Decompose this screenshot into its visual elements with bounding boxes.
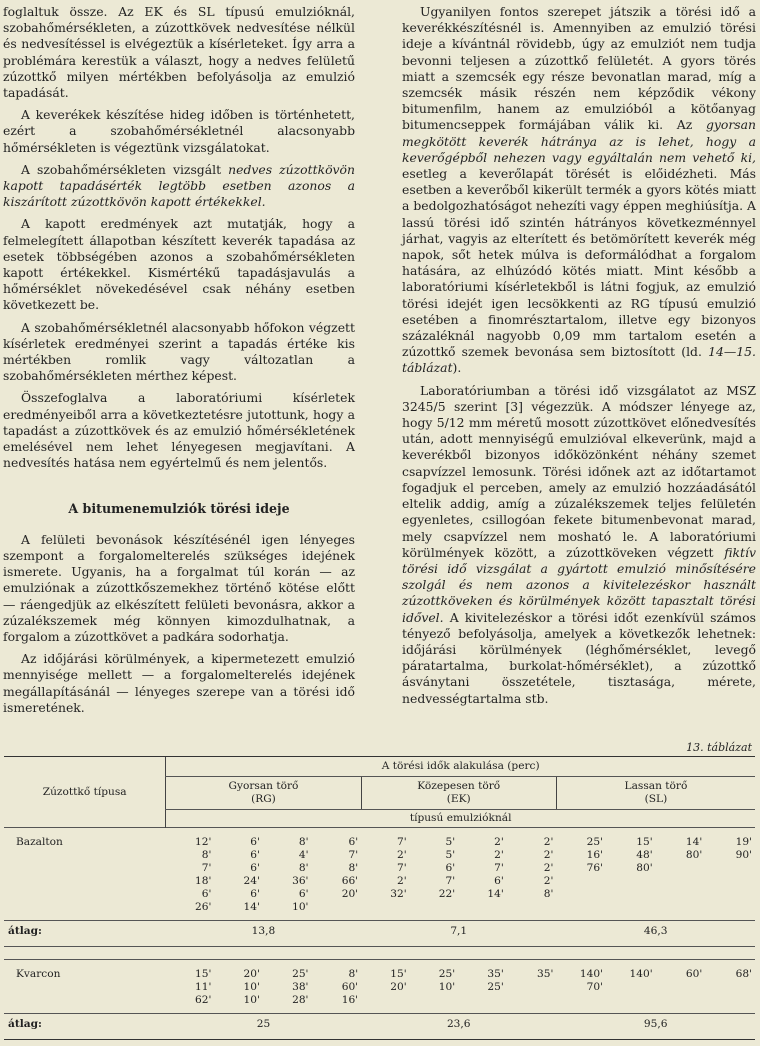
time-value: 6' (298, 888, 309, 900)
left-paragraph-7: A felületi bevonások készítésénél igen lényeges szempont a forgalomelterelés szükséges idejének ismerete. Ugyanis, ha a forgalmat túl korán — az emulziónak a zúzottkőszemekhez történő kötése előtt — ráengedjük az elkészített felületi bevonásra, akkor a zúzalékszemek még könnyen kimozdulhatnak, a forgalom a zúzottkövet a padkára sodorhatja. (3, 531, 355, 644)
time-value: 14' (685, 836, 703, 848)
time-value: 20' (341, 888, 359, 900)
time-value (507, 981, 557, 994)
table-row (4, 875, 755, 888)
time-value: 4' (298, 849, 309, 861)
time-value (556, 994, 606, 1014)
time-value: 32' (390, 888, 407, 900)
table-row (4, 994, 755, 1014)
time-value: 90' (735, 849, 752, 861)
right-paragraph-2-part-a: Laboratóriumban a törési idő vizsgálatot az MSZ 3245/5 szerint [3] végezzük. A módszer lényege az, hogy 5/12 mm méretű mosott zúzottkövet előnedvesítés után, adott mennyiségű emulzióval elkeverünk, majd a keverékből bizonyos időközönként néhány szemet csapvízzel lemosunk. Törési időnek azt az időtartamot fogadjuk el perceben, amely az emulzió hozzáadásától eltelik addig, amíg a zúzalékszemek teljes felületén egyenletes, csillogóan fekete bitumenbevonat marad, mely csapvízzel nem mosható le. A laboratóriumi körülmények között, a zúzottköveken végzett (402, 382, 756, 560)
time-value (606, 981, 656, 994)
right-paragraph-2 (402, 383, 756, 707)
table-row (4, 828, 755, 850)
time-value: 140' (629, 968, 653, 980)
time-value: 7' (397, 862, 407, 874)
time-value: 7' (348, 849, 359, 861)
spacer-row (4, 947, 755, 960)
time-value: 22' (438, 888, 456, 900)
time-value (410, 901, 459, 921)
spacer-cell (4, 947, 755, 960)
average-value: 95,6 (643, 1018, 668, 1030)
time-value: 80' (685, 849, 703, 861)
time-value: 35' (536, 968, 554, 980)
time-value (507, 994, 557, 1014)
time-value: 10' (292, 901, 309, 913)
time-value: 15' (390, 968, 407, 980)
stone-name: Kvarcon (16, 968, 61, 980)
table-row (4, 960, 755, 982)
header-stone-type: Zúzottkő típusa (4, 757, 166, 828)
time-value: 14' (243, 901, 260, 913)
time-value: 11' (194, 981, 212, 993)
group-rg-name: Gyorsan törő (228, 780, 299, 792)
stone-name-empty (4, 875, 166, 888)
time-value: 36' (292, 875, 309, 887)
time-value (705, 862, 755, 875)
table-row (4, 849, 755, 862)
time-value (656, 994, 706, 1014)
time-value (458, 901, 507, 921)
time-value: 7' (201, 862, 212, 874)
left-paragraph-3 (3, 162, 355, 211)
time-value: 6' (494, 875, 504, 887)
time-value: 25' (586, 836, 603, 848)
left-paragraph-3-lead: A szobahőmérsékleten vizsgált (21, 161, 229, 177)
stone-name: Bazalton (16, 836, 63, 848)
stone-name-empty (4, 901, 166, 921)
time-value: 140' (579, 968, 603, 980)
time-value: 14' (487, 888, 504, 900)
table-row (4, 888, 755, 901)
time-value: 24' (243, 875, 260, 887)
header-group-ek (361, 777, 556, 810)
average-value: 13,8 (251, 925, 276, 937)
time-value (606, 901, 656, 921)
time-value: 28' (292, 994, 309, 1006)
time-value: 16' (586, 849, 603, 861)
time-value (606, 875, 656, 888)
time-value: 6' (250, 888, 260, 900)
table-row (4, 901, 755, 921)
time-value (705, 994, 755, 1014)
time-value: 76' (586, 862, 603, 874)
time-value: 10' (438, 981, 456, 993)
left-paragraph-8: Az időjárási körülmények, a kipermetezett emulzió mennyisége mellett — a forgalomelterelés idejének megállapításánál — lényeges szerepe van a törési idő ismeretének. (3, 651, 355, 715)
average-label: átlag: (8, 1018, 42, 1030)
time-value: 18' (194, 875, 212, 887)
stone-name-empty (4, 994, 166, 1014)
time-value: 60' (685, 968, 703, 980)
table-row (4, 862, 755, 875)
time-value (705, 901, 755, 921)
time-value: 2' (494, 849, 504, 861)
time-value: 5' (445, 849, 456, 861)
group-ek-name: Közepesen törő (417, 780, 501, 792)
time-value: 70' (586, 981, 603, 993)
time-value: 19' (735, 836, 752, 848)
time-value: 7' (494, 862, 504, 874)
time-value: 15' (636, 836, 653, 848)
group-ek-code: (EK) (446, 793, 471, 805)
average-value: 25 (256, 1018, 271, 1030)
time-value: 8' (298, 862, 309, 874)
time-value: 2' (397, 849, 407, 861)
time-value: 2' (494, 836, 504, 848)
left-paragraph-5: A szobahőmérsékletnél alacsonyabb hőfokon végzett kísérletek eredményei szerint a tapadás értéke kis mértékben romlik vagy változatlan a szobahőmérsékleten mérthez képest. (3, 319, 355, 384)
average-value: 46,3 (643, 925, 668, 937)
right-paragraph-1-part-a: Ugyanilyen fontos szerepet játszik a törési idő a keverékkészítésnél is. Amennyiben az emulzió törési ideje a kívántnál rövidebb, úgy az emulziót nem tudja bevonni teljesen a zúzottkő felületét. A gyors törés miatt a szemcsék egy része bevonatlan marad, míg a szemcsék másik részén nem képződik vékony bitumenfilm, hanem az emulzióból a kötőanyag bitumencseppek formájában válik ki. Az (402, 4, 756, 133)
time-value: 2' (543, 875, 554, 887)
time-value: 38' (292, 981, 309, 993)
time-value (606, 888, 656, 901)
left-paragraph-1: foglaltuk össze. Az EK és SL típusú emulzióknál, szobahőmérsékleten, a zúzottkövek nedvesítése nélkül és nedvesítéssel is elvégeztük a kísérleteket. Így arra a problémára kerestük a választ, hogy a nedves felületű zúzottkő milyen mértékben befolyásolja az emulzió tapadását. (3, 4, 355, 101)
left-column (3, 4, 355, 722)
left-paragraph-6: Összefoglalva a laboratóriumi kísérletek eredményeiből arra a következtetésre jutottunk, hogy a tapadást a zúzottkövek és az emulzió hőmérsékletének emelésével nem lehet lényegesen megjavítani. A nedvesítés hatása nem egyértelmű és nem jelentős. (3, 390, 355, 471)
time-value (556, 901, 606, 921)
time-value: 15' (194, 968, 212, 980)
time-value (656, 888, 706, 901)
time-value: 35' (487, 968, 504, 980)
time-value: 10' (243, 981, 260, 993)
header-sub: típusú emulzióknál (166, 810, 755, 828)
right-paragraph-1-part-b: esetleg a keverőlapát törését is előidézheti. Más esetben a keverőből kikerült termék a gyors kötés miatt a bedolgozhatóságot nehezíti vagy éppen meghiúsítja. A lassú törési idő szintén hátrányos következménnyel járhat, vagyis az elterített és betömörített keverék még napok, sőt hetek múlva is deformálódhat a forgalom hatására, az elhúzódó kötés miatt. Mint később a laboratóriumi kísérletekből is látni fogjuk, az emulzió törési idejét igen lecsökkenti az RG típusú emulzió esetében a finomrésztartalom, illetve egy bizonyos százaléknál nagyobb 0,09 mm tartalom esetén a zúzottkő szemek bevonása sem biztosított (ld. (402, 166, 756, 360)
right-paragraph-2-part-b: A kivitelezéskor a törési időt ezenkívül számos tényező befolyásolja, amelyek a következők lehetnek: időjárási körülmények (léghőmérséklet, levegő páratartalma, burkolat-hőmérséklet), a zúzottkő ásványtani összetétele, tisztasága, mérete, nedvességtartalma stb. (402, 609, 756, 706)
time-value: 6' (201, 888, 212, 900)
time-value: 48' (636, 849, 653, 861)
time-value (705, 981, 755, 994)
time-value: 8' (543, 888, 554, 900)
time-value: 66' (341, 875, 359, 887)
time-value (656, 862, 706, 875)
table-caption: 13. táblázat (686, 741, 752, 754)
time-value (705, 888, 755, 901)
time-value (656, 875, 706, 888)
time-value: 8' (348, 862, 359, 874)
time-value: 26' (194, 901, 212, 913)
time-value: 5' (445, 836, 456, 848)
breaking-time-table (4, 756, 755, 1040)
time-value: 6' (250, 862, 260, 874)
average-label: átlag: (8, 925, 42, 937)
time-value: 7' (397, 836, 407, 848)
group-sl-name: Lassan törő (624, 780, 688, 792)
stone-name-empty (4, 888, 166, 901)
time-value: 8' (298, 836, 309, 848)
time-value: 80' (636, 862, 653, 874)
time-value: 20' (243, 968, 260, 980)
time-value (458, 994, 507, 1014)
time-value (656, 901, 706, 921)
right-paragraph-2-emphasis: fiktív törési idő vizsgálat a gyártott emulzió minősítésére szolgál és nem azonos a kivitelezéskor használt zúzottköveken és körülmények között tapasztalt törési idővel. (402, 544, 756, 625)
right-column (402, 4, 756, 713)
average-row (4, 1014, 755, 1040)
time-value: 2' (543, 836, 554, 848)
time-value: 8' (348, 968, 359, 980)
time-value (311, 901, 361, 921)
time-value (606, 994, 656, 1014)
time-value: 8' (201, 849, 212, 861)
time-value: 2' (543, 849, 554, 861)
time-value: 68' (735, 968, 752, 980)
time-value: 2' (397, 875, 407, 887)
group-sl-code: (SL) (644, 793, 668, 805)
header-main: A törési idők alakulása (perc) (166, 757, 755, 777)
table-reference: 14—15. táblázat (402, 344, 756, 376)
average-value: 7,1 (450, 925, 468, 937)
stone-name-empty (4, 981, 166, 994)
header-group-sl (556, 777, 755, 810)
section-heading: A bitumenemulziók törési ideje (68, 501, 290, 517)
table-body (4, 828, 755, 1040)
average-row (4, 921, 755, 947)
stone-name-empty (4, 849, 166, 862)
time-value: 60' (341, 981, 359, 993)
right-paragraph-1-emphasis: gyorsan megkötött keverék hátránya az is lehet, hogy a keverőgépből nehezen vagy egyáltalán nem vehető ki, (402, 117, 756, 165)
time-value: 6' (445, 862, 456, 874)
table-row (4, 981, 755, 994)
time-value: 25' (292, 968, 309, 980)
time-value: 25' (438, 968, 456, 980)
time-value (556, 888, 606, 901)
stone-name-empty (4, 862, 166, 875)
time-value: 16' (341, 994, 359, 1006)
time-value: 10' (243, 994, 260, 1006)
left-paragraph-3-emphasis: nedves zúzottkövön kapott tapadásérték legtöbb esetben azonos a kiszárított zúzottkövön kapott értékekkel. (3, 161, 355, 210)
time-value (507, 901, 557, 921)
time-value: 62' (194, 994, 212, 1006)
time-value (361, 994, 410, 1014)
right-paragraph-1 (402, 4, 756, 377)
time-value (656, 981, 706, 994)
time-value: 6' (348, 836, 359, 848)
average-value: 23,6 (446, 1018, 471, 1030)
header-group-rg (166, 777, 361, 810)
left-paragraph-4: A kapott eredmények azt mutatják, hogy a felmelegített állapotban készített keverék tapadása az esetek többségében azonos a szobahőmérsékleten kapott értékekkel. Kismértékű tapadásjavulás a hőmérséklet növekedésével csak néhány esetben következett be. (3, 216, 355, 313)
group-rg-code: (RG) (251, 793, 276, 805)
time-value (556, 875, 606, 888)
time-value: 6' (250, 836, 260, 848)
time-value: 6' (250, 849, 260, 861)
right-paragraph-1-part-c: ). (452, 360, 462, 376)
time-value: 7' (445, 875, 456, 887)
time-value (705, 875, 755, 888)
time-value: 12' (194, 836, 212, 848)
time-value: 2' (543, 862, 554, 874)
time-value: 20' (390, 981, 407, 993)
left-paragraph-2: A keverékek készítése hideg időben is történhetett, ezért a szobahőmérsékletnél alacsonyabb hőmérsékleten is végeztünk vizsgálatokat. (3, 107, 355, 155)
time-value (410, 994, 459, 1014)
time-value: 25' (487, 981, 504, 993)
time-value (361, 901, 410, 921)
